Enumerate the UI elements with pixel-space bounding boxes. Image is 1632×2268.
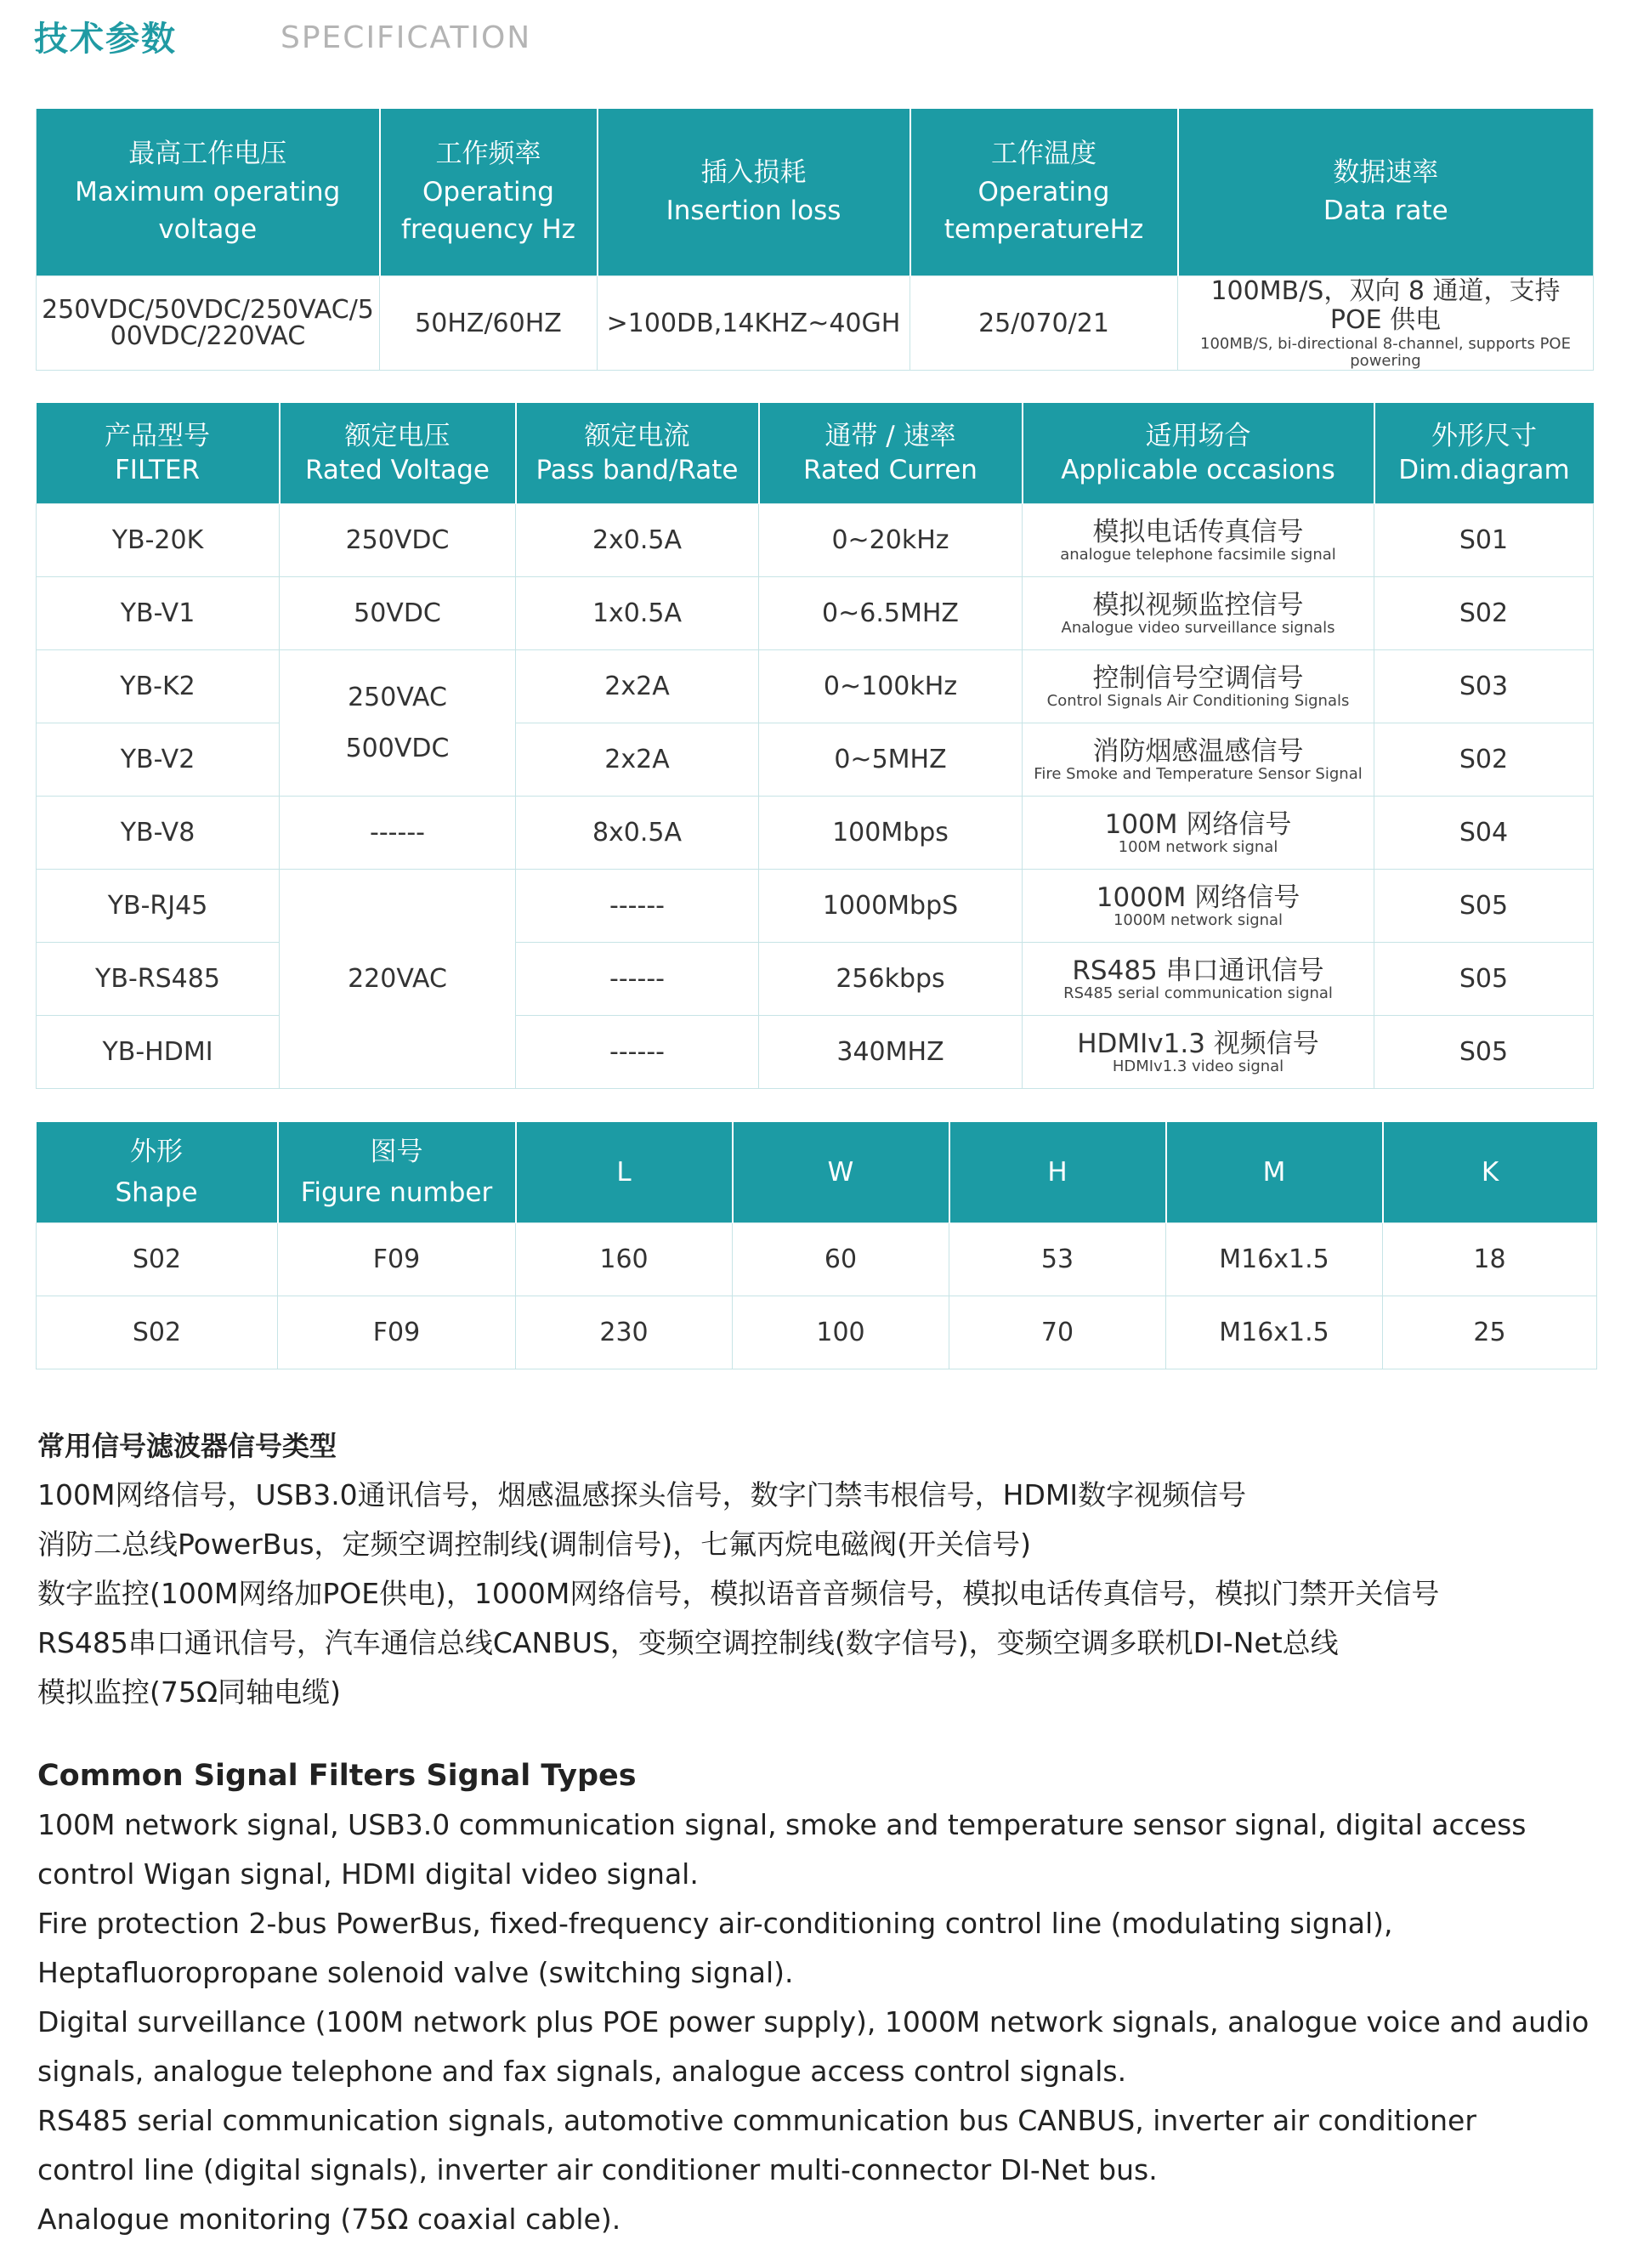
figure-cell: F09: [278, 1296, 516, 1369]
product-table-header-row: [37, 403, 1594, 504]
model-cell: YB-20K: [37, 504, 280, 577]
spec-header-voltage: 最高工作电压 Maximum operating voltage: [37, 109, 380, 276]
signal-types-en-heading: Common Signal Filters Signal Types: [37, 1759, 637, 1793]
l-cell: 160: [516, 1223, 733, 1296]
dim-cell: S03: [1374, 650, 1594, 723]
application-en: 1000M network signal: [1113, 910, 1284, 929]
model-cell: YB-V8: [37, 797, 280, 870]
spec-data-rate-value: [1178, 276, 1594, 371]
dimension-table: [36, 1122, 1597, 1369]
dim-header-m: M: [1166, 1122, 1383, 1223]
signal-types-en-line: RS485 serial communication signals, automotive communication bus CANBUS, inverter air conditioner: [37, 2104, 1476, 2137]
band-cell: 340MHZ: [759, 1016, 1023, 1089]
band-cell: 0~5MHZ: [759, 723, 1023, 797]
signal-types-cn-line: 消防二总线PowerBus，定频空调控制线(调制信号)，七氟丙烷电磁阀(开关信号): [37, 1528, 1032, 1561]
product-header-band: 通带 / 速率 Rated Curren: [759, 403, 1023, 504]
band-cell: 256kbps: [759, 943, 1023, 1016]
application-cell: [1023, 650, 1374, 723]
band-cell: 0~6.5MHZ: [759, 577, 1023, 650]
table-row: [37, 1016, 1594, 1089]
application-en: Analogue video surveillance signals: [1061, 618, 1335, 637]
current-cell: 2x2A: [516, 650, 759, 723]
shape-cell: S02: [37, 1223, 278, 1296]
signal-types-en-section: [37, 1751, 1601, 2244]
product-header-current: 额定电流 Pass band/Rate: [516, 403, 759, 504]
model-cell: YB-V1: [37, 577, 280, 650]
shape-cell: S02: [37, 1296, 278, 1369]
signal-types-cn-line: RS485串口通讯信号，汽车通信总线CANBUS，变频空调控制线(数字信号)，变频空调多联机DI-Net总线: [37, 1626, 1339, 1659]
current-cell: 1x0.5A: [516, 577, 759, 650]
application-cell: [1023, 504, 1374, 577]
signal-types-cn-section: [37, 1421, 1601, 1717]
spec-data-rate-cn: 100MB/S，双向 8 通道，支持 POE 供电: [1210, 275, 1561, 336]
signal-types-en-line: 100M network signal, USB3.0 communication signal, smoke and temperature sensor signal, digital access: [37, 1808, 1527, 1841]
signal-types-en-line: signals, analogue telephone and fax signals, analogue access control signals.: [37, 2055, 1127, 2088]
table-row: [37, 723, 1594, 797]
dim-cell: S02: [1374, 723, 1594, 797]
current-cell: 8x0.5A: [516, 797, 759, 870]
application-cn: 模拟视频监控信号: [1092, 589, 1304, 621]
application-cn: 模拟电话传真信号: [1092, 516, 1304, 547]
dimension-table-header-row: [37, 1122, 1597, 1223]
product-header-model: 产品型号 FILTER: [37, 403, 280, 504]
spec-table-row: [37, 276, 1594, 371]
signal-types-cn-line: 数字监控(100M网络加POE供电)，1000M网络信号，模拟语音音频信号，模拟电话传真信号，模拟门禁开关信号: [37, 1577, 1440, 1610]
application-cn: HDMIv1.3 视频信号: [1077, 1028, 1319, 1059]
band-cell: 0~20kHz: [759, 504, 1023, 577]
table-row: [37, 650, 1594, 723]
band-cell: 100Mbps: [759, 797, 1023, 870]
dim-header-figure: 图号 Figure number: [278, 1122, 516, 1223]
signal-types-cn-line: 模拟监控(75Ω同轴电缆): [37, 1675, 341, 1709]
application-en: HDMIv1.3 video signal: [1112, 1057, 1284, 1075]
table-row: [37, 1296, 1597, 1369]
table-row: [37, 797, 1594, 870]
band-cell: 0~100kHz: [759, 650, 1023, 723]
voltage-cell: ------: [280, 797, 516, 870]
w-cell: 60: [733, 1223, 949, 1296]
signal-types-en-line: Heptafluoropropane solenoid valve (switching signal).: [37, 1956, 794, 1989]
dim-cell: S02: [1374, 577, 1594, 650]
model-cell: YB-RS485: [37, 943, 280, 1016]
m-cell: M16x1.5: [1166, 1296, 1383, 1369]
dim-header-k: K: [1383, 1122, 1597, 1223]
band-cell: 1000MbpS: [759, 870, 1023, 943]
w-cell: 100: [733, 1296, 949, 1369]
table-row: [37, 504, 1594, 577]
voltage-cell: 250VAC 500VDC: [280, 650, 516, 797]
application-cell: [1023, 577, 1374, 650]
application-en: Fire Smoke and Temperature Sensor Signal: [1034, 764, 1363, 783]
model-cell: YB-RJ45: [37, 870, 280, 943]
voltage-cell: 220VAC: [280, 870, 516, 1089]
signal-types-en-line: Fire protection 2-bus PowerBus, fixed-frequency air-conditioning control line (modulating signal),: [37, 1907, 1393, 1940]
application-en: Control Signals Air Conditioning Signals: [1046, 691, 1350, 710]
page-title-cn: 技术参数: [34, 20, 177, 59]
product-table: [36, 403, 1594, 1089]
current-cell: 2x0.5A: [516, 504, 759, 577]
voltage-cell: 50VDC: [280, 577, 516, 650]
product-header-application: 适用场合 Applicable occasions: [1023, 403, 1374, 504]
application-en: 100M network signal: [1118, 837, 1278, 856]
k-cell: 18: [1383, 1223, 1597, 1296]
spec-header-data-rate: 数据速率 Data rate: [1178, 109, 1594, 276]
model-cell: YB-K2: [37, 650, 280, 723]
current-cell: ------: [516, 943, 759, 1016]
application-cn: RS485 串口通讯信号: [1072, 955, 1324, 986]
figure-cell: F09: [278, 1223, 516, 1296]
application-en: RS485 serial communication signal: [1063, 984, 1333, 1002]
spec-table-header-row: [37, 109, 1594, 276]
model-cell: YB-HDMI: [37, 1016, 280, 1089]
application-cn: 1000M 网络信号: [1096, 882, 1300, 913]
l-cell: 230: [516, 1296, 733, 1369]
dim-header-shape: 外形 Shape: [37, 1122, 278, 1223]
current-cell: ------: [516, 870, 759, 943]
application-cell: [1023, 1016, 1374, 1089]
spec-frequency-value: 50HZ/60HZ: [380, 276, 598, 371]
table-row: [37, 1223, 1597, 1296]
table-row: [37, 943, 1594, 1016]
dim-cell: S05: [1374, 1016, 1594, 1089]
voltage-cell: 250VDC: [280, 504, 516, 577]
spec-voltage-value: 250VDC/50VDC/250VAC/500VDC/220VAC: [37, 276, 380, 371]
application-cn: 控制信号空调信号: [1092, 662, 1304, 694]
application-cell: [1023, 797, 1374, 870]
h-cell: 53: [949, 1223, 1166, 1296]
application-cn: 消防烟感温感信号: [1092, 735, 1304, 767]
signal-types-cn-line: 100M网络信号，USB3.0通讯信号，烟感温感探头信号，数字门禁韦根信号，HDMI数字视频信号: [37, 1478, 1247, 1511]
dim-cell: S05: [1374, 870, 1594, 943]
signal-types-en-line: Analogue monitoring (75Ω coaxial cable).: [37, 2203, 621, 2236]
signal-types-cn-heading: 常用信号滤波器信号类型: [37, 1430, 337, 1462]
product-header-dim: 外形尺寸 Dim.diagram: [1374, 403, 1594, 504]
product-header-voltage: 额定电压 Rated Voltage: [280, 403, 516, 504]
spec-data-rate-en: 100MB/S, bi-directional 8-channel, supports POE powering: [1200, 334, 1571, 370]
spec-header-temperature: 工作温度 Operating temperatureHz: [910, 109, 1178, 276]
k-cell: 25: [1383, 1296, 1597, 1369]
dim-cell: S04: [1374, 797, 1594, 870]
signal-types-en-line: control line (digital signals), inverter air conditioner multi-connector DI-Net bus.: [37, 2153, 1158, 2186]
application-cell: [1023, 870, 1374, 943]
m-cell: M16x1.5: [1166, 1223, 1383, 1296]
application-en: analogue telephone facsimile signal: [1060, 545, 1336, 564]
application-cn: 100M 网络信号: [1104, 808, 1292, 840]
current-cell: 2x2A: [516, 723, 759, 797]
current-cell: ------: [516, 1016, 759, 1089]
dim-cell: S01: [1374, 504, 1594, 577]
table-row: [37, 870, 1594, 943]
spec-header-frequency: 工作频率 Operating frequency Hz: [380, 109, 598, 276]
h-cell: 70: [949, 1296, 1166, 1369]
dim-header-h: H: [949, 1122, 1166, 1223]
dim-header-w: W: [733, 1122, 949, 1223]
dim-cell: S05: [1374, 943, 1594, 1016]
table-row: [37, 577, 1594, 650]
signal-types-en-line: Digital surveillance (100M network plus POE power supply), 1000M network signals, analogue voice and audio: [37, 2005, 1590, 2038]
application-cell: [1023, 723, 1374, 797]
spec-insertion-loss-value: >100DB,14KHZ~40GH: [598, 276, 910, 371]
spec-header-insertion-loss: 插入损耗 Insertion loss: [598, 109, 910, 276]
application-cell: [1023, 943, 1374, 1016]
page-title-en: SPECIFICATION: [280, 20, 532, 55]
spec-temperature-value: 25/070/21: [910, 276, 1178, 371]
spec-table: [36, 109, 1594, 371]
model-cell: YB-V2: [37, 723, 280, 797]
signal-types-en-line: control Wigan signal, HDMI digital video signal.: [37, 1857, 699, 1891]
dim-header-l: L: [516, 1122, 733, 1223]
